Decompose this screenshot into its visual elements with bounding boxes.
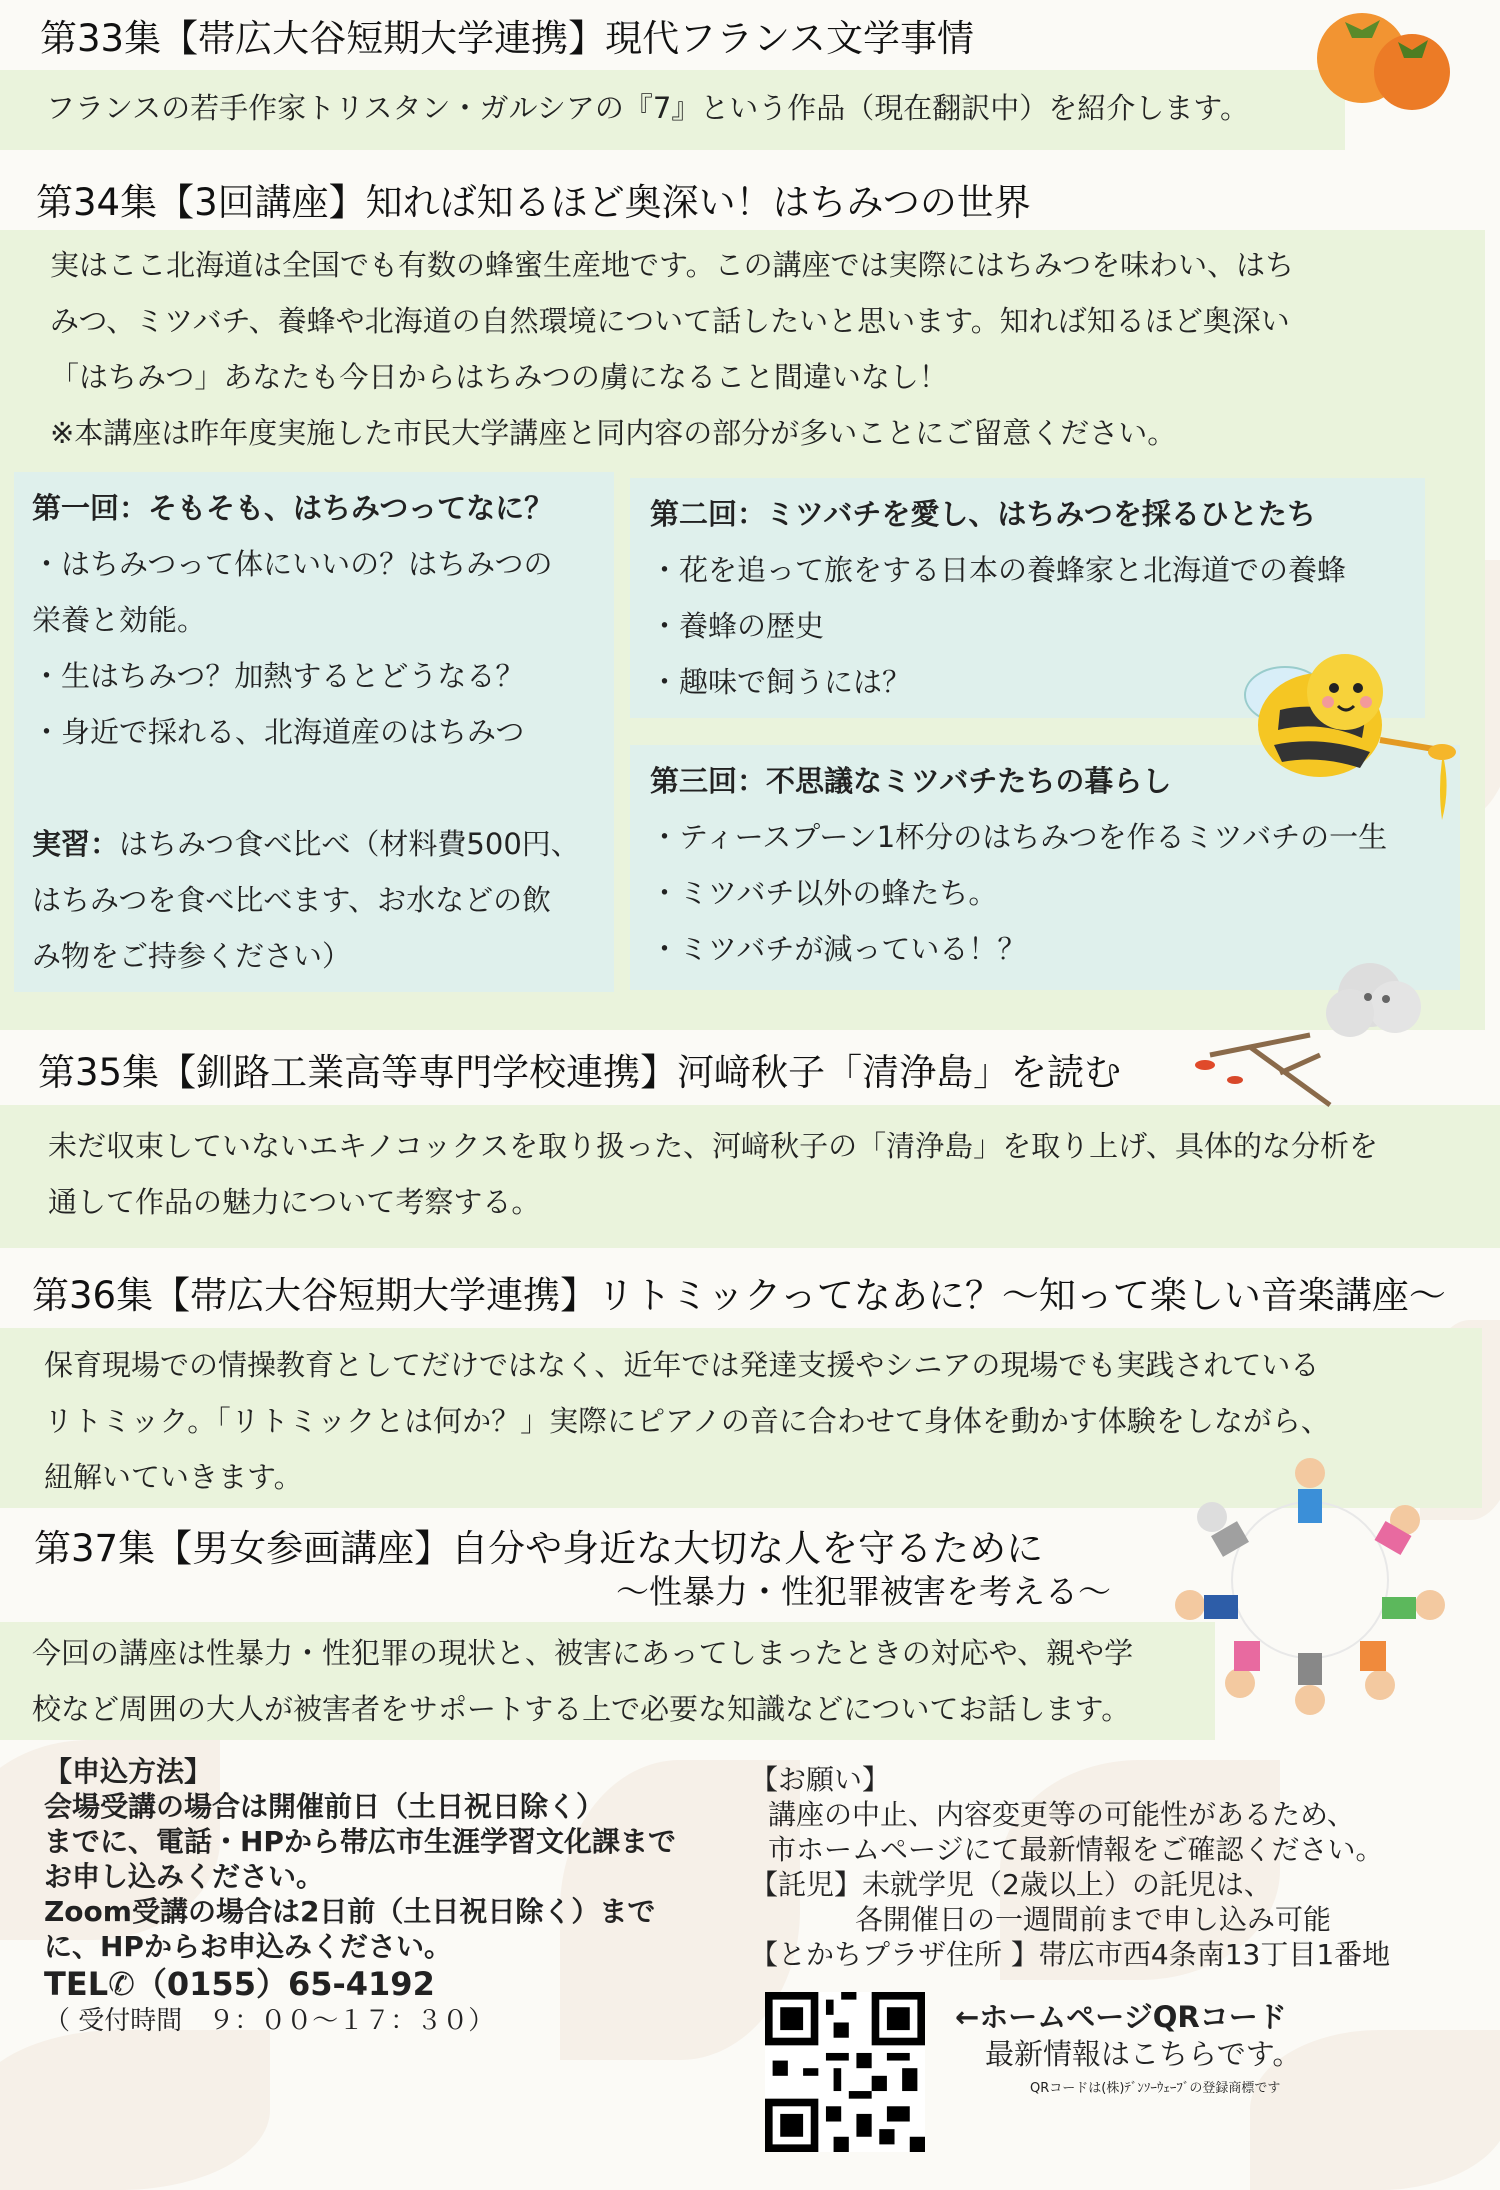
section-36-title: 第36集【帯広大谷短期大学連携】リトミックってなあに？～知って楽しい音楽講座～: [32, 1274, 1446, 1317]
practice-label: 実習：: [32, 827, 120, 861]
section-34-intro: [50, 237, 1294, 461]
background-leaf: [0, 2030, 270, 2190]
apply-line: お申し込みください。: [44, 1860, 325, 1893]
phone-icon: ✆: [108, 1965, 135, 2003]
qr-code-pattern: [765, 1992, 925, 2152]
session-3-item: ・ティースプーン1杯分のはちみつを作るミツバチの一生: [650, 820, 1388, 854]
desc-line: 今回の講座は性暴力・性犯罪の現状と、被害にあってしまったときの対応や、親や学: [32, 1636, 1134, 1670]
apply-line: 会場受講の場合は開催前日（土日祝日除く）: [44, 1790, 605, 1823]
notice-block: [750, 1762, 1390, 1972]
desc-line: 保育現場での情操教育としてだけではなく、近年では発達支援やシニアの現場でも実践されている: [44, 1348, 1320, 1382]
section-34-title: 第34集【3回講座】知れば知るほど奥深い！はちみつの世界: [36, 181, 1031, 224]
wind-branch-illustration: [1190, 955, 1440, 1115]
intro-line: ※本講座は昨年度実施した市民大学講座と同内容の部分が多いことにご留意ください。: [50, 416, 1177, 450]
section-33-description: フランスの若手作家トリスタン・ガルシアの『7』という作品（現在翻訳中）を紹介します。: [46, 91, 1249, 125]
section-37-description: [32, 1625, 1133, 1737]
section-35-title: 第35集【釧路工業高等専門学校連携】河﨑秋子「清浄島」を読む: [38, 1051, 1122, 1094]
intro-line: 「はちみつ」あなたも今日からはちみつの虜になること間違いなし！: [50, 360, 948, 394]
section-35-description: [48, 1118, 1378, 1230]
reception-hours: （ 受付時間 ９：００～１７：３０）: [44, 2006, 495, 2036]
section-33-title: 第33集【帯広大谷短期大学連携】現代フランス文学事情: [40, 17, 974, 60]
childcare-line: 各開催日の一週間前まで申し込み可能: [855, 1903, 1332, 1936]
session-2-item: ・養蜂の歴史: [650, 609, 825, 643]
practice-line: はちみつ食べ比べ（材料費500円、: [119, 827, 580, 861]
section-37-title: 第37集【男女参画講座】自分や身近な大切な人を守るために: [34, 1527, 1044, 1570]
qr-code[interactable]: [765, 1992, 925, 2152]
tel-label: TEL: [44, 1965, 109, 2003]
apply-line: Zoom受講の場合は2日前（土日祝日除く）まで: [44, 1895, 656, 1928]
qr-sub: 最新情報はこちらです。: [985, 2037, 1302, 2071]
session-3-item: ・ミツバチ以外の蜂たち。: [650, 876, 998, 910]
session-2-heading: 第二回：ミツバチを愛し、はちみつを採るひとたち: [650, 497, 1316, 531]
desc-line: 紐解いていきます。: [44, 1460, 303, 1494]
practice-line: み物をご持参ください）: [32, 939, 352, 973]
desc-line: 校など周囲の大人が被害者をサポートする上で必要な知識などについてお話します。: [32, 1692, 1131, 1726]
apply-heading: 【申込方法】: [44, 1755, 213, 1788]
session-1-heading: 第一回：そもそも、はちみつってなに？: [32, 491, 554, 525]
notice-heading: 【お願い】: [750, 1763, 891, 1796]
session-1-item: ・身近で採れる、北海道産のはちみつ: [32, 715, 525, 749]
notice-line: 市ホームページにて最新情報をご確認ください。: [768, 1833, 1384, 1866]
apply-line: までに、電話・HPから帯広市生涯学習文化課まで: [44, 1825, 676, 1858]
qr-label: ←ホームページQRコード: [955, 2000, 1287, 2034]
intro-line: みつ、ミツバチ、養蜂や北海道の自然環境について話したいと思います。知れば知るほど奥深い: [50, 304, 1290, 338]
qr-trademark-note: QRコードは(株)ﾃﾞﾝｿｰｳｪｰﾌﾞの登録商標です: [1030, 2081, 1281, 2096]
bee-illustration: [1230, 630, 1460, 830]
tel-row: [44, 1964, 676, 2004]
notice-line: 講座の中止、内容変更等の可能性があるため、: [768, 1798, 1355, 1831]
apply-block: [44, 1754, 676, 2039]
session-2-item: ・趣味で飼うには？: [650, 665, 912, 699]
session-1-content: [32, 480, 580, 984]
address-line: 【とかちプラザ住所 】帯広市西4条南13丁目1番地: [750, 1938, 1391, 1971]
session-3-item: ・ミツバチが減っている！？: [650, 932, 1027, 966]
intro-line: 実はここ北海道は全国でも有数の蜂蜜生産地です。この講座では実際にはちみつを味わい、はち: [50, 248, 1295, 282]
desc-line: 通して作品の魅力について考察する。: [48, 1185, 541, 1219]
apply-line: に、HPからお申込みください。: [44, 1930, 452, 1963]
people-circle-illustration: [1160, 1445, 1460, 1715]
practice-line: はちみつを食べ比べます、お水などの飲: [32, 883, 552, 917]
tel-number[interactable]: （0155）65-4192: [134, 1965, 435, 2003]
session-1-item: ・はちみつって体にいいの？はちみつの: [32, 547, 553, 581]
session-3-heading: 第三回：不思議なミツバチたちの暮らし: [650, 764, 1172, 798]
section-36-description: [44, 1337, 1330, 1505]
desc-line: 未だ収束していないエキノコックスを取り扱った、河﨑秋子の「清浄島」を取り上げ、具体的な分析を: [48, 1129, 1378, 1163]
childcare-line: 【託児】未就学児（2歳以上）の託児は、: [750, 1868, 1272, 1901]
section-37-subtitle: ～性暴力・性犯罪被害を考える～: [616, 1572, 1111, 1611]
session-1-item: 栄養と効能。: [32, 603, 207, 637]
session-2-item: ・花を追って旅をする日本の養蜂家と北海道での養蜂: [650, 553, 1347, 587]
desc-line: リトミック。「リトミックとは何か？」実際にピアノの音に合わせて身体を動かす体験をしながら、: [44, 1404, 1330, 1438]
persimmon-illustration: [1310, 0, 1460, 115]
session-1-item: ・生はちみつ？加熱するとどうなる？: [32, 659, 525, 693]
